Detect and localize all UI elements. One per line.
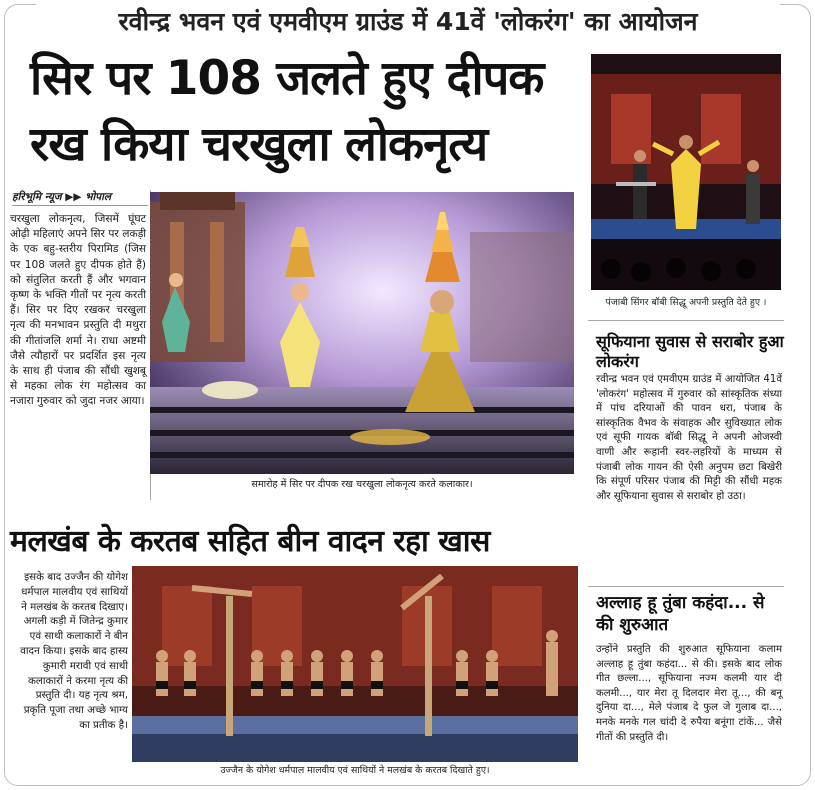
section-divider-2 <box>588 586 784 587</box>
dateline: हरिभूमि न्यूज ▶▶ भोपाल <box>12 190 148 206</box>
charkula-dance-illustration <box>150 192 574 474</box>
section-divider <box>588 320 784 321</box>
article4-headline: अल्लाह हू तुंबा कहंदा... से की शुरुआत <box>596 593 765 635</box>
main-headline <box>30 46 590 178</box>
main-headline-line1: सिर पर 108 जलते हुए दीपक <box>30 51 544 106</box>
article1-body: चरखुला लोकनृत्य, जिसमें घूंघट ओढ़ी महिलाएं अपने सिर पर लकड़ी के एक बहु-स्तरीय पिरामिड (जिस पर 108 जलते हुए दीपक होते हैं) को संतुलित करती हैं और भगवान कृष्ण के भक्ति गीतों पर नृत्य करती हैं। सिर पर दिए रखकर चरखुला नृत्य की मनभावन प्रस्तुति दी मथुरा की गीतांजलि शर्मा ने। राधा अष्टमी जैसे त्यौहारों पर प्रदर्शित इस नृत्य के साथ ही पंजाब की सौंधी खुशबू से महका लोक रंग महोत्सव का नजारा गुरुवार को जुदा नजर आया। <box>10 213 146 408</box>
article3-headline: मलखंब के करतब सहित बीन वादन रहा खास <box>10 524 490 559</box>
charkula-dance-photo <box>150 192 574 474</box>
article3-body: इसके बाद उज्जैन की योगेश धर्मपाल मालवीय एवं साथियों ने मलखंब के करतब दिखाए। अगली कड़ी में जितेन्द्र कुमार एवं साथी कलाकारों ने बीन वादन किया। इसके बाद हास्य कुमारी मरावी एवं साथी कलाकारों ने करमा नृत्य की प्रस्तुति दी। यह नृत्य श्रम, प्रकृति पूजा तथा अच्छे भाग्य का प्रतीक है। <box>20 571 128 731</box>
article2-headline: सूफियाना सुवास से सराबोर हुआ लोकरंग <box>596 332 784 371</box>
article4-body: उन्होंने प्रस्तुति की शुरुआत सूफियाना कलाम अल्लाह हू तुंबा कहंदा... से की। इसके बाद लोक गीत छल्ला..., सूफियाना नज्म कलमी यार दी कलमी..., यार मेरा तू दिलदार मेरा तू..., की बनू दुनिया दा..., मेले पंजाब दे फुल जे गुलाब दा..., मनके मनके गल चांदी दे रुपैया बनूंगा टांकें... जैसे गीतों की प्रस्तुति दी। <box>596 644 782 743</box>
main-headline-line2: रख किया चरखुला लोकनृत्य <box>30 117 488 172</box>
mallakhamb-photo <box>132 566 578 762</box>
mallakhamb-photo-caption: उज्जैन के योगेश धर्मपाल मालवीय एवं साथियों ने मलखंब के करतब दिखाते हुए। <box>220 765 490 776</box>
singer-illustration <box>591 54 781 290</box>
charkula-photo-caption: समारोह में सिर पर दीपक रख चरखुला लोकनृत्य करते कलाकार। <box>251 479 473 490</box>
article2-body: रवीन्द्र भवन एवं एमवीएम ग्राउंड में आयोजित 41वें 'लोकरंग' महोत्सव में गुरुवार को सांस्कृतिक संध्या में पांच दरियाओं की पावन धरा, पंजाब के सांस्कृतिक वैभव के संवाहक और सुविख्यात लोक एवं सूफी गायक बॉबी सिद्धू ने अपनी ओजस्वी वाणी और रूहानी स्वर-लहरियों के माध्यम से पंजाबी लोक गायन की ऐसी अनुपम छटा बिखेरी कि संपूर्ण परिसर पंजाब की मिट्टी की सौंधी महक और सूफियाना सुवास से सराबोर हो उठा। <box>596 374 782 502</box>
singer-photo-caption: पंजाबी सिंगर बॉबी सिद्धू अपनी प्रस्तुति देते हुए । <box>605 297 767 308</box>
singer-performance-photo <box>591 54 781 290</box>
kicker-headline: रवीन्द्र भवन एवं एमवीएम ग्राउंड में 41वें 'लोकरंग' का आयोजन <box>36 2 780 42</box>
mallakhamb-illustration <box>132 566 578 762</box>
